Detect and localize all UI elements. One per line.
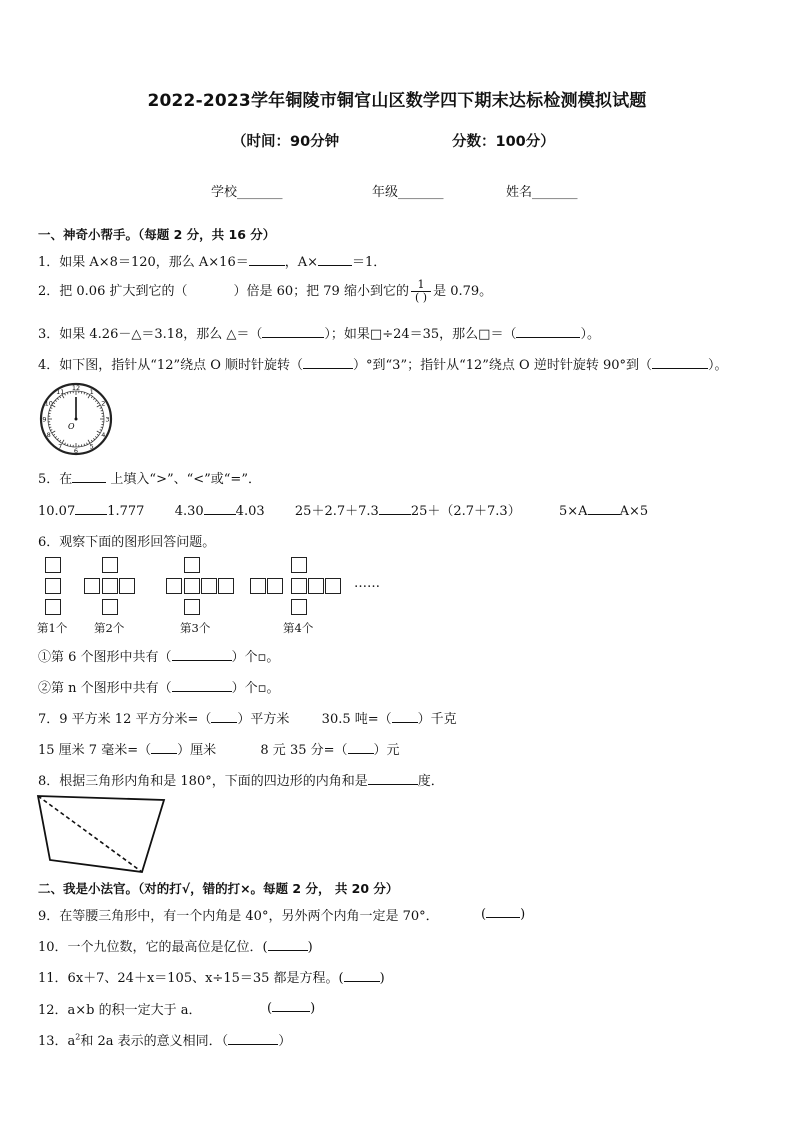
q7-text: 7．9 平方米 12 平方分米=（ <box>38 712 212 727</box>
q11-text: 11．6x＋7、24＋x＝105、x÷15＝35 都是方程。( <box>38 971 344 986</box>
q6-blank-1[interactable] <box>172 648 232 661</box>
name-field[interactable]: 姓名_______ <box>506 185 578 200</box>
square-cell <box>250 578 266 594</box>
q8-text-a: 8．根据三角形内角和是 180°，下面的四边形的内角和是 <box>38 774 368 789</box>
clock-tick <box>87 393 88 395</box>
figure-caption: 第2个 <box>94 621 125 635</box>
q9-blank[interactable] <box>486 905 520 918</box>
q9-text: 9．在等腰三角形中，有一个内角是 40°，另外两个内角一定是 70°． <box>38 909 439 924</box>
square-cell <box>308 578 324 594</box>
question-12 <box>38 999 202 1018</box>
quadrilateral-figure <box>34 792 170 876</box>
square-cell <box>201 578 217 594</box>
clock-tick <box>49 427 51 428</box>
square-cell <box>119 578 135 594</box>
clock-tick <box>50 408 52 409</box>
square-cell <box>184 557 200 573</box>
q11-blank[interactable] <box>344 969 380 982</box>
clock-number: 1 <box>89 388 94 397</box>
q3-text-a: 3．如果 4.26－△＝3.18，那么 △＝（ <box>38 327 263 342</box>
clock-number: 3 <box>105 415 110 424</box>
q6-sub-1 <box>38 646 279 665</box>
square-cell <box>102 599 118 615</box>
square-cell <box>102 557 118 573</box>
q5-item: 25＋2.7＋7.3 <box>294 504 379 519</box>
q3-text-c: ）。 <box>580 327 600 342</box>
q5-item: 4.03 <box>235 504 265 519</box>
fraction-denominator[interactable]: ( ) <box>414 291 428 304</box>
section-2-heading: 二、我是小法官。（对的打√，错的打×。每题 2 分， 共 20 分） <box>38 881 399 896</box>
clock-number: 10 <box>44 399 53 408</box>
quadrilateral-outline <box>38 796 164 872</box>
q4-blank-1[interactable] <box>303 356 353 369</box>
pattern-figures <box>0 552 794 636</box>
q7-text: 30.5 吨=（ <box>321 712 392 727</box>
grade-field[interactable]: 年级_______ <box>372 185 444 200</box>
clock-number: 11 <box>56 388 65 397</box>
square-cell <box>84 578 100 594</box>
q5-item: 10.07 <box>38 504 76 519</box>
clock-tick <box>91 440 92 442</box>
clock-tick <box>55 400 56 401</box>
clock-number: 9 <box>42 415 47 424</box>
q10-text: 10．一个九位数，它的最高位是亿位．( <box>38 940 268 955</box>
clock-tick <box>49 410 51 411</box>
clock-number: 12 <box>71 383 81 392</box>
q5-blank[interactable] <box>204 502 236 515</box>
pattern-ellipsis: …… <box>354 576 380 591</box>
q4-text-a: 4．如下图，指针从“12”绕点 O 顺时针旋转（ <box>38 358 304 373</box>
clock-tick <box>53 434 55 435</box>
q7-text: ）千克 <box>417 712 457 727</box>
clock-tick <box>97 434 99 435</box>
q5-example-blank <box>72 470 106 483</box>
clock-center-label: O <box>68 422 75 431</box>
q5-text-a: 5．在 <box>38 472 73 487</box>
square-cell <box>267 578 283 594</box>
q5-blank[interactable] <box>379 502 411 515</box>
question-7-line-2 <box>38 739 400 758</box>
q2-text-b: ）倍是 60；把 79 缩小到它的 <box>233 284 409 299</box>
exam-time: （时间：90分钟 <box>232 134 340 150</box>
q7-text: 8 元 35 分=（ <box>260 743 348 758</box>
clock-tick <box>67 444 68 446</box>
q7-blank[interactable] <box>392 710 418 723</box>
question-3 <box>38 323 600 342</box>
clock-tick <box>53 403 55 404</box>
square-cell <box>291 578 307 594</box>
question-4 <box>38 354 728 373</box>
clock-tick <box>93 438 94 439</box>
q5-item: 5×A <box>559 504 588 519</box>
figure-caption: 第1个 <box>37 621 68 635</box>
q8-blank[interactable] <box>368 772 418 785</box>
clock-tick <box>67 392 68 394</box>
clock-tick <box>57 398 58 399</box>
q7-text: 15 厘米 7 毫米=（ <box>38 743 152 758</box>
square-cell <box>166 578 182 594</box>
clock-center-point <box>75 418 78 421</box>
q6-sub-2 <box>38 677 279 696</box>
square-cell <box>218 578 234 594</box>
q13-blank[interactable] <box>228 1032 278 1045</box>
q2-fraction <box>411 279 431 304</box>
q5-blank[interactable] <box>588 502 620 515</box>
square-cell <box>45 578 61 594</box>
clock-tick <box>91 396 92 398</box>
q7-text: ）元 <box>373 743 400 758</box>
clock-tick <box>84 392 85 394</box>
square-cell <box>325 578 341 594</box>
q6-blank-2[interactable] <box>172 679 232 692</box>
fraction-numerator: 1 <box>411 279 431 292</box>
question-8 <box>38 770 444 789</box>
question-5 <box>38 468 261 487</box>
question-10: 10．一个九位数，它的最高位是亿位．( ) <box>38 940 313 955</box>
q13-text-b: 和 2a 表示的意义相同．（ <box>80 1034 229 1049</box>
q7-text: ）厘米 <box>177 743 217 758</box>
clock-tick <box>60 396 61 398</box>
square-cell <box>184 578 200 594</box>
q2-text-a: 2．把 0.06 扩大到它的（ <box>38 284 188 299</box>
q6-sub1-text-a: ①第 6 个图形中共有（ <box>38 650 172 665</box>
clock-tick <box>65 443 66 445</box>
square-cell <box>291 599 307 615</box>
clock-number: 8 <box>46 431 51 440</box>
clock-number: 6 <box>73 446 79 455</box>
clock-tick <box>55 436 56 437</box>
q5-item: 1.777 <box>107 504 145 519</box>
question-2 <box>38 279 492 304</box>
clock-tick <box>93 398 94 399</box>
q5-item: 25＋（2.7＋7.3） <box>410 504 521 519</box>
clock-tick <box>100 408 102 409</box>
q12-blank[interactable] <box>272 999 310 1012</box>
square-cell <box>45 599 61 615</box>
q6-sub1-text-b: ）个▫。 <box>231 650 280 665</box>
question-11: 11．6x＋7、24＋x＝105、x÷15＝35 都是方程。( ) <box>38 971 385 986</box>
q3-text-b: ）；如果□÷24＝35，那么□＝（ <box>324 327 517 342</box>
clock-tick <box>97 431 100 433</box>
clock-tick <box>97 405 100 407</box>
figure-caption: 第3个 <box>180 621 211 635</box>
clock-tick <box>57 438 58 439</box>
clock-number: 5 <box>89 442 94 451</box>
q3-blank-2[interactable] <box>516 325 580 338</box>
clock-number: 7 <box>58 442 63 451</box>
q5-item: 4.30 <box>174 504 204 519</box>
q4-blank-2[interactable] <box>652 356 708 369</box>
clock-tick <box>101 427 103 428</box>
square-cell <box>102 578 118 594</box>
section-1-heading: 一、神奇小帮手。（每题 2 分，共 16 分） <box>38 227 276 242</box>
q7-blank[interactable] <box>348 741 374 754</box>
question-7-line-1 <box>38 708 457 727</box>
q7-text: ）平方米 <box>237 712 290 727</box>
q9-answer[interactable]: ( ) <box>481 907 526 922</box>
q1-text-a: 1．如果 A×8＝120，那么 A×16＝ <box>38 255 249 270</box>
q4-text-b: ）°到“3”；指针从“12”绕点 O 逆时针旋转 90°到（ <box>353 358 653 373</box>
clock-figure <box>36 382 116 456</box>
clock-tick <box>52 431 55 433</box>
clock-tick <box>65 393 66 395</box>
q1-text-b: ，A× <box>284 255 319 270</box>
q2-text-c: 是 0.79。 <box>433 284 493 299</box>
square-cell <box>45 557 61 573</box>
page-title: 2022-2023学年铜陵市铜官山区数学四下期末达标检测模拟试题 <box>147 91 647 111</box>
q4-text-c: ）。 <box>708 358 728 373</box>
q6-sub2-text-b: ）个▫。 <box>231 681 280 696</box>
question-6: 6．观察下面的图形回答问题。 <box>38 535 216 550</box>
q5-blank[interactable] <box>75 502 107 515</box>
q12-answer[interactable]: ( ) <box>267 1001 316 1016</box>
q7-blank[interactable] <box>151 741 177 754</box>
q7-blank[interactable] <box>211 710 237 723</box>
q10-blank[interactable] <box>268 938 308 951</box>
q5-item: A×5 <box>619 504 649 519</box>
clock-tick <box>95 436 96 437</box>
clock-tick <box>87 443 88 445</box>
q3-blank-1[interactable] <box>262 325 324 338</box>
clock-tick <box>84 444 85 446</box>
question-1 <box>38 251 386 270</box>
q5-text-b: 上填入“>”、“<”或“=”． <box>110 472 261 487</box>
exam-score: 分数：100分） <box>452 134 555 150</box>
square-cell <box>184 599 200 615</box>
clock-number: 2 <box>101 399 106 408</box>
q12-text: 12．a×b 的积一定大于 a． <box>38 1003 202 1018</box>
q1-blank-2[interactable] <box>318 253 352 266</box>
q1-blank-1[interactable] <box>249 253 285 266</box>
q5-comparisons <box>38 500 648 519</box>
q1-text-c: ＝1． <box>352 255 387 270</box>
square-cell <box>291 557 307 573</box>
clock-tick <box>97 403 99 404</box>
clock-tick <box>101 410 103 411</box>
clock-number: 4 <box>101 431 106 440</box>
q6-sub2-text-a: ②第 n 个图形中共有（ <box>38 681 172 696</box>
clock-tick <box>60 440 61 442</box>
question-9 <box>38 905 439 924</box>
q13-text-a: 13．a <box>38 1034 76 1049</box>
clock-tick <box>95 400 96 401</box>
q8-text-b: 度． <box>417 774 444 789</box>
question-13: 13．$a^2$和 2a 表示的意义相同．（ ） <box>38 1032 292 1049</box>
school-field[interactable]: 学校_______ <box>211 185 283 200</box>
figure-caption: 第4个 <box>283 621 314 635</box>
q13-superscript: 2 <box>75 1032 81 1042</box>
